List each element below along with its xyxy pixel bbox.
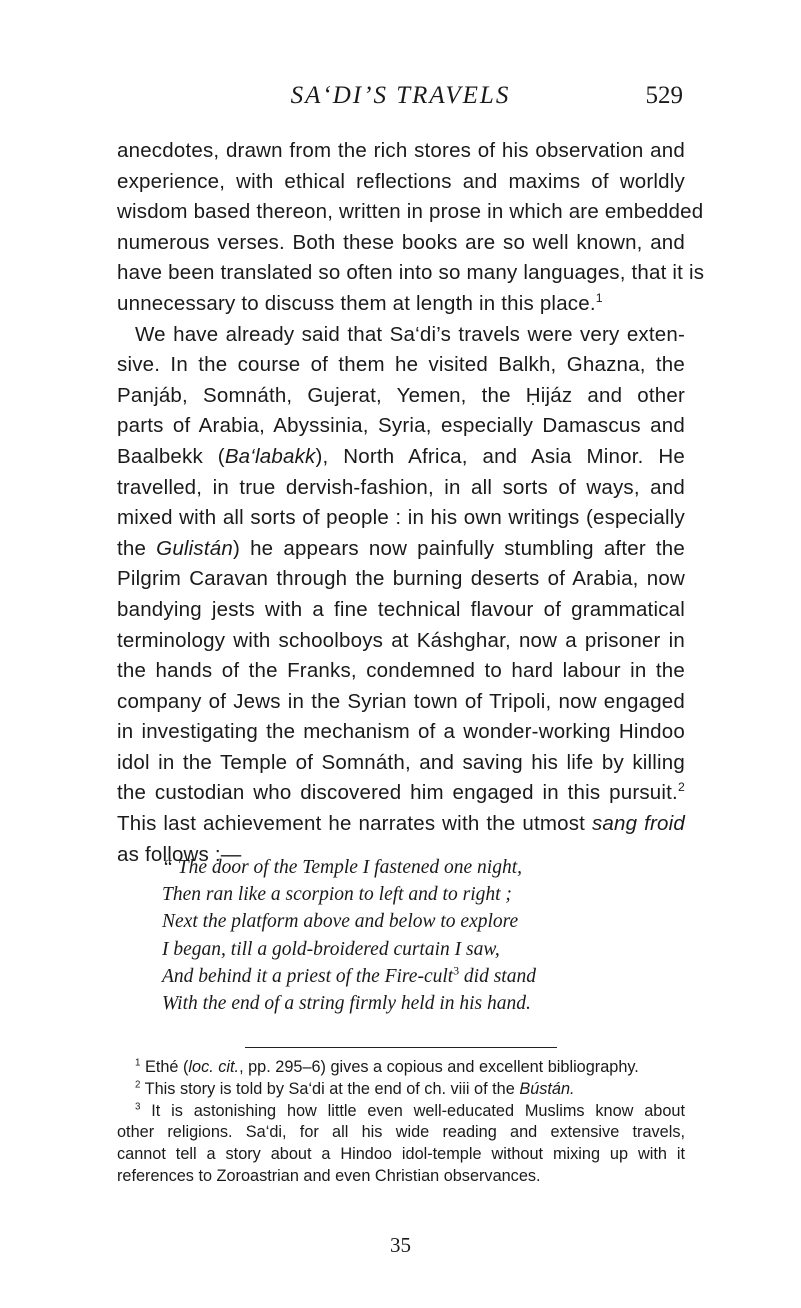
text-fragment: And behind it a priest of the Fire-cult — [162, 965, 454, 987]
text-fragment: unnecessary to discuss them at length in this place. — [117, 291, 596, 315]
verse-line — [162, 963, 682, 990]
signature-mark: 35 — [390, 1233, 411, 1257]
verse-quotation — [162, 854, 682, 1017]
footnote-1 — [117, 1057, 685, 1079]
italic-term: Ba‘labakk — [224, 444, 316, 468]
footnote-2 — [117, 1079, 685, 1101]
verse-line: “ The door of the Temple I fastened one night, — [162, 857, 523, 878]
text-line: wisdom based thereon, written in prose in which are embedded — [117, 200, 704, 224]
text-line: travelled, in true dervish-fashion, in all sorts of ways, and — [117, 475, 685, 499]
text-line — [117, 809, 685, 840]
text-fragment: This story is told by Sa‘di at the end of ch. viii of the — [140, 1079, 520, 1098]
body-text — [117, 136, 705, 870]
running-head — [0, 82, 801, 116]
verse-line: I began, till a gold-broidered curtain I saw, — [162, 938, 500, 960]
text-line — [117, 534, 685, 565]
text-fragment: ), North Africa, and Asia Minor. He — [315, 444, 685, 468]
page-number: 529 — [645, 82, 683, 109]
text-line: company of Jews in the Syrian town of Tripoli, now engaged — [117, 689, 685, 713]
text-line: have been translated so often into so many languages, that it is — [117, 261, 705, 285]
italic-term: Gulistán — [156, 536, 233, 560]
text-line: experience, with ethical reflections and maxims of worldly — [117, 169, 685, 193]
verse-line: With the end of a string firmly held in his hand. — [162, 993, 531, 1015]
footnote-marker: 3 — [135, 1101, 141, 1113]
text-fragment: Baalbekk ( — [117, 444, 225, 468]
text-line: the hands of the Franks, condemned to hard labour in the — [117, 659, 685, 683]
italic-term: Bústán. — [519, 1079, 575, 1098]
running-title: SA‘DI’S TRAVELS — [290, 82, 511, 109]
footnote-line: cannot tell a story about a Hindoo idol-temple without mixing up with it — [117, 1145, 685, 1164]
text-line: parts of Arabia, Abyssinia, Syria, especially Damascus and — [117, 414, 685, 438]
verse-line: Next the platform above and below to explore — [162, 911, 519, 933]
footnote-marker: 2 — [135, 1079, 141, 1091]
italic-term: loc. cit. — [188, 1058, 240, 1076]
footnote-line: other religions. Sa‘di, for all his wide reading and extensive travels, — [117, 1123, 685, 1142]
text-line: as follows :— — [117, 842, 242, 866]
italic-term: sang froid — [591, 812, 686, 836]
text-line — [117, 289, 685, 320]
text-line: Panjáb, Somnáth, Gujerat, Yemen, the Ḥijáz and other — [117, 383, 685, 407]
text-line: idol in the Temple of Somnáth, and saving his life by killing — [117, 750, 685, 774]
text-fragment: , pp. 295–6) gives a copious and excellent bibliography. — [239, 1058, 639, 1076]
text-fragment: the custodian who discovered him engaged in this pursuit. — [117, 781, 678, 805]
text-line — [117, 778, 685, 809]
text-line: in investigating the mechanism of a wonder-working Hindoo — [117, 720, 685, 744]
text-line — [117, 442, 685, 473]
footnote-marker: 1 — [135, 1057, 141, 1069]
text-line: numerous verses. Both these books are so well known, and — [117, 230, 685, 254]
footnote-marker: 1 — [595, 291, 603, 306]
footnote-divider — [245, 1047, 557, 1048]
footnote-line: references to Zoroastrian and even Christian observances. — [117, 1166, 541, 1185]
text-line: bandying jests with a fine technical flavour of grammatical — [117, 597, 685, 621]
text-line: terminology with schoolboys at Káshghar, now a prisoner in — [117, 628, 685, 652]
footnotes — [117, 1057, 685, 1188]
text-line: sive. In the course of them he visited Balkh, Ghazna, the — [117, 353, 685, 377]
text-fragment: This last achievement he narrates with the utmost — [117, 812, 592, 836]
text-fragment: ) he appears now painfully stumbling after the — [232, 536, 685, 560]
footnote-marker: 2 — [677, 780, 685, 795]
text-line: We have already said that Sa‘di’s travels were very exten- — [135, 322, 685, 346]
text-fragment: It is astonishing how little even well-educated Muslims know about — [140, 1101, 685, 1120]
text-fragment: Ethé ( — [140, 1058, 189, 1076]
text-fragment: did stand — [459, 965, 536, 987]
footnote-3 — [117, 1101, 685, 1123]
text-fragment: the — [117, 536, 157, 560]
text-line: anecdotes, drawn from the rich stores of his observation and — [117, 139, 685, 162]
text-line: mixed with all sorts of people : in his own writings (especially — [117, 506, 685, 530]
text-line: Pilgrim Caravan through the burning deserts of Arabia, now — [117, 567, 685, 591]
footnote-marker: 3 — [453, 964, 460, 978]
verse-line: Then ran like a scorpion to left and to right ; — [162, 884, 512, 906]
